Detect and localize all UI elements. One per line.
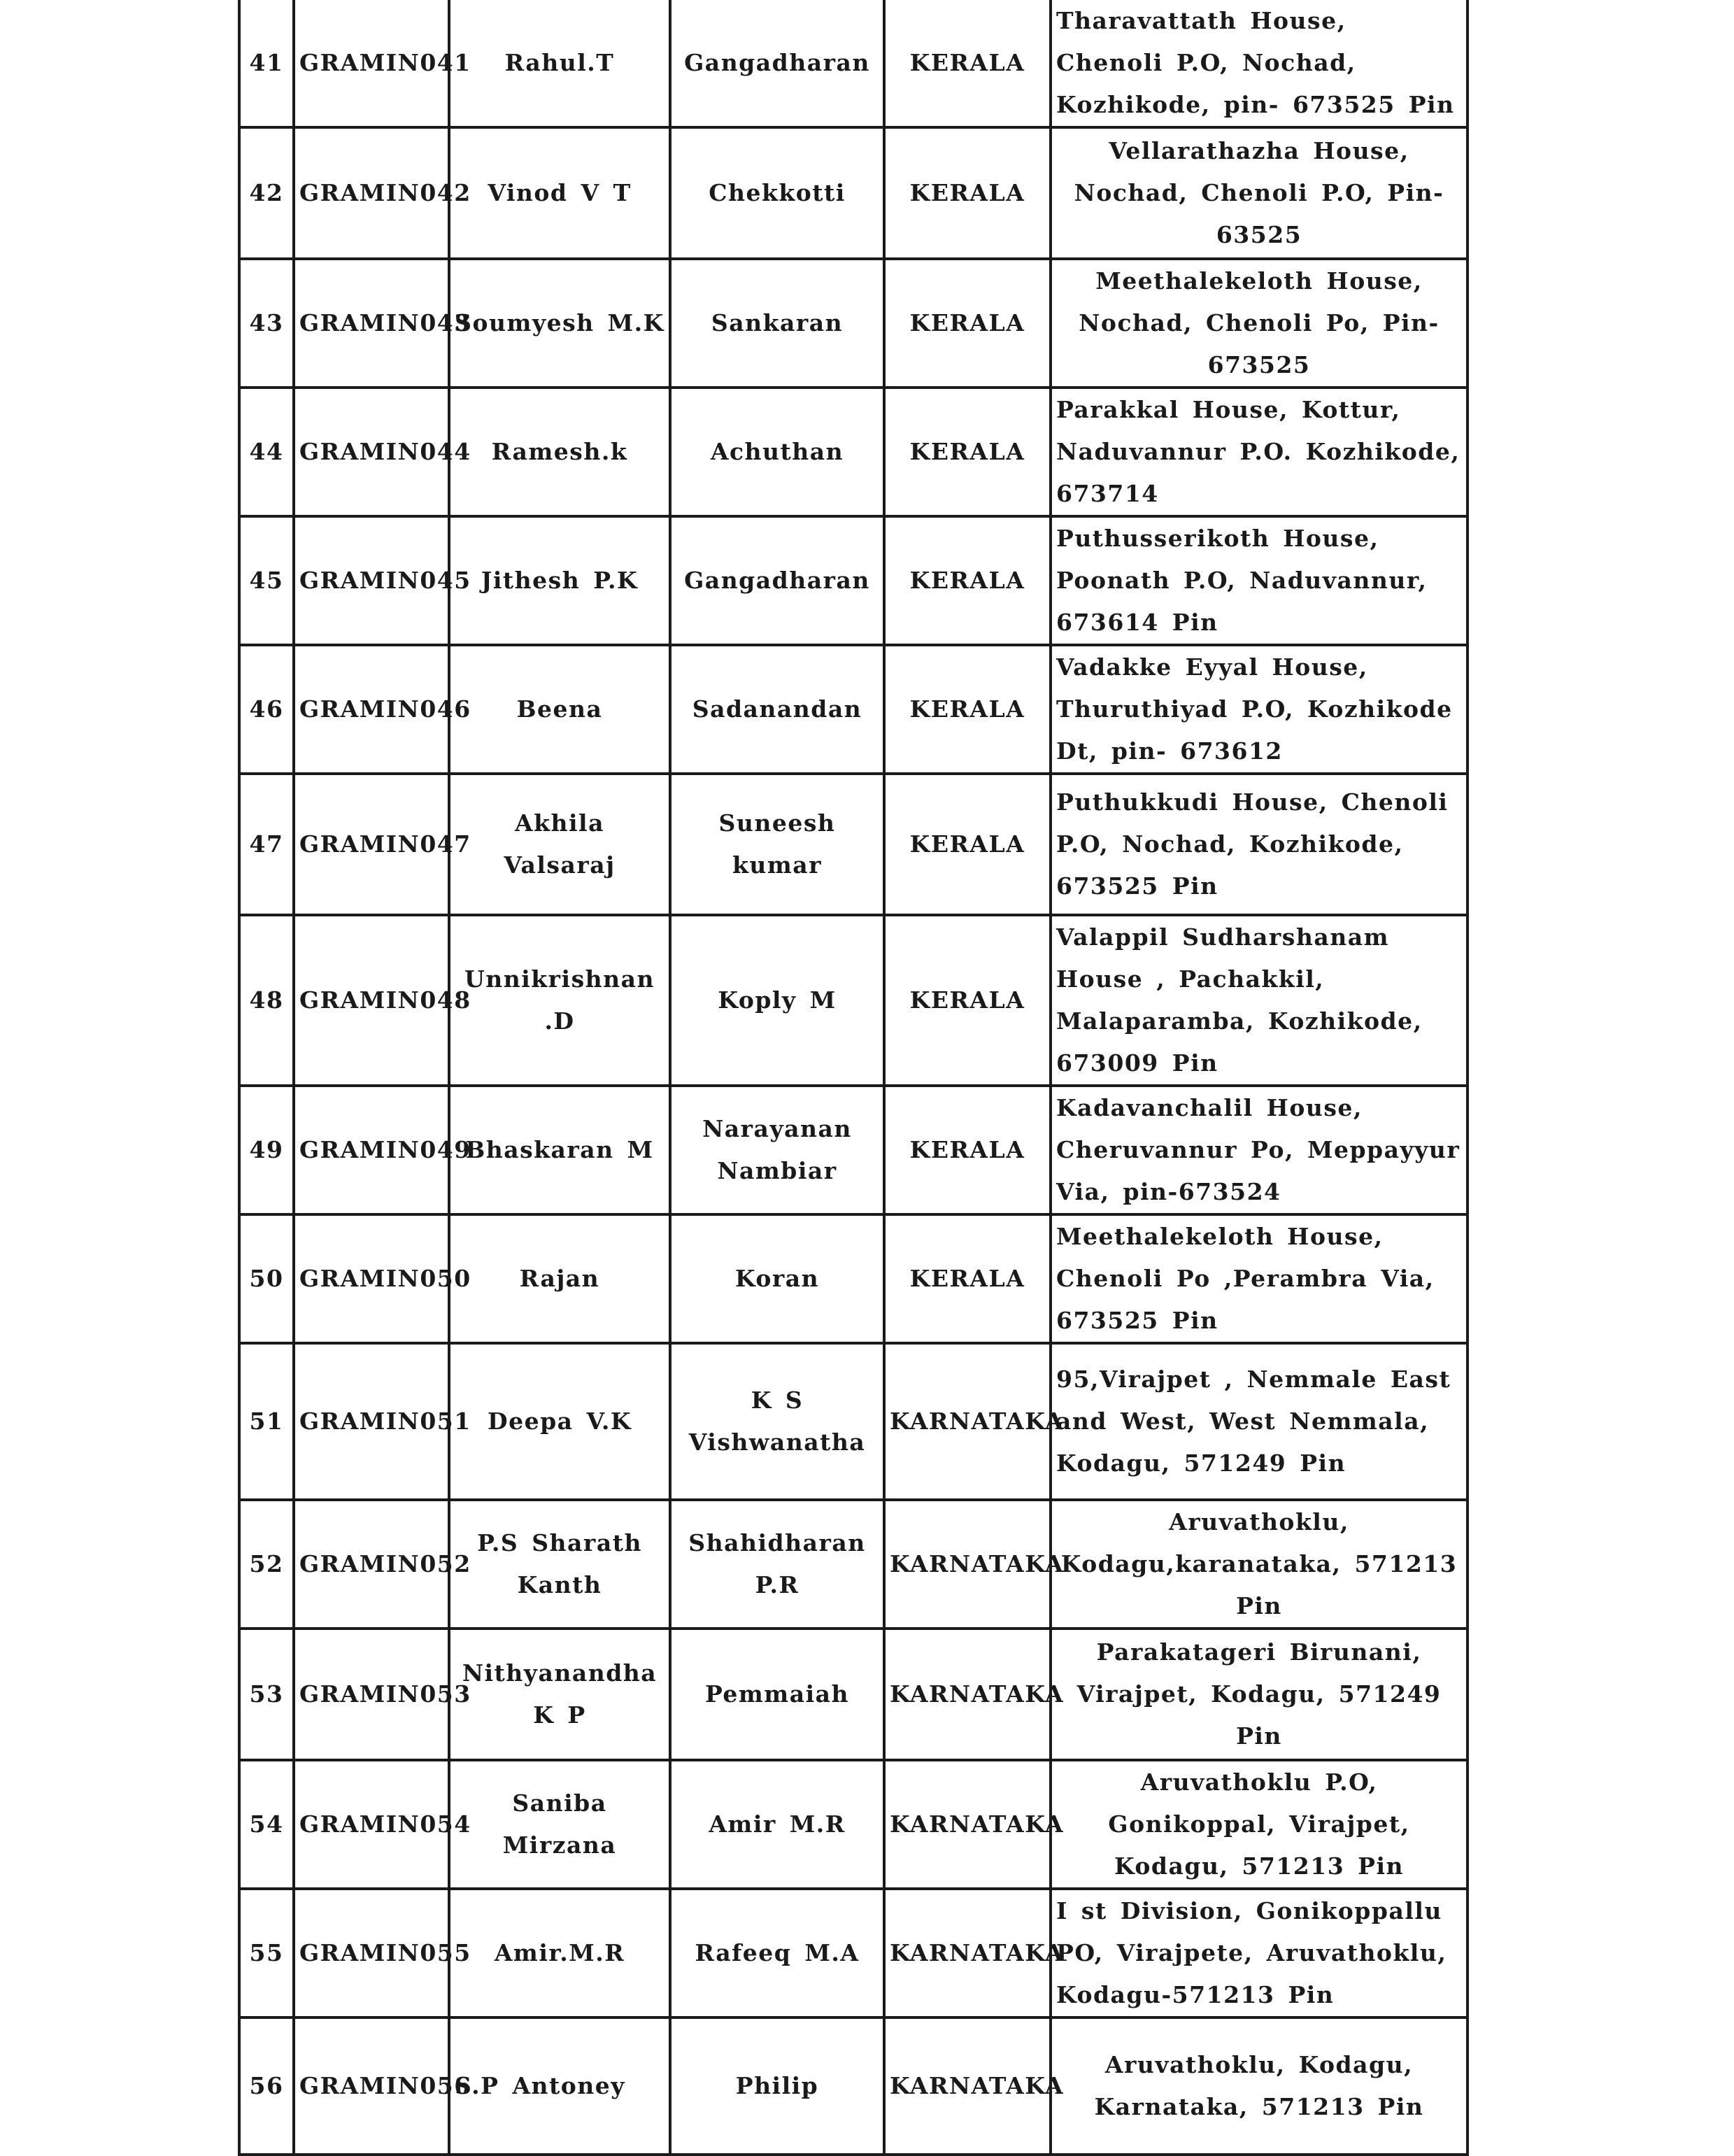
member-name: S.P Antoney [449,2017,670,2155]
table-row [239,388,1467,516]
member-name: Saniba Mirzana [449,1760,670,1889]
member-code: GRAMIN052 [294,1500,449,1629]
table-row [239,915,1467,1086]
father-name: Chekkotti [670,127,884,259]
address: Parakkal House, Kottur, Naduvannur P.O. Kozhikode, 673714 [1051,388,1467,516]
state: KARNATAKA [884,1343,1051,1500]
address: Meethalekeloth House, Nochad, Chenoli Po, Pin-673525 [1051,259,1467,388]
row-number: 51 [239,1343,294,1500]
member-name: Amir.M.R [449,1889,670,2017]
table-row [239,0,1467,127]
member-code: GRAMIN053 [294,1629,449,1760]
father-name: Sankaran [670,259,884,388]
address: I st Division, Gonikoppallu PO, Virajpete, Aruvathoklu, Kodagu-571213 Pin [1051,1889,1467,2017]
row-number: 50 [239,1214,294,1343]
father-name: Suneesh kumar [670,774,884,915]
member-code: GRAMIN055 [294,1889,449,2017]
member-name: Rahul.T [449,0,670,127]
state: KERALA [884,1214,1051,1343]
member-code: GRAMIN046 [294,645,449,774]
row-number: 48 [239,915,294,1086]
member-name: Akhila Valsaraj [449,774,670,915]
state: KERALA [884,259,1051,388]
member-name: Jithesh P.K [449,516,670,645]
row-number: 54 [239,1760,294,1889]
member-code: GRAMIN041 [294,0,449,127]
row-number: 52 [239,1500,294,1629]
father-name: Gangadharan [670,516,884,645]
state: KERALA [884,516,1051,645]
table-row [239,259,1467,388]
father-name: Gangadharan [670,0,884,127]
member-code: GRAMIN047 [294,774,449,915]
address: Valappil Sudharshanam House , Pachakkil, Malaparamba, Kozhikode, 673009 Pin [1051,915,1467,1086]
member-name: Vinod V T [449,127,670,259]
member-name: Beena [449,645,670,774]
father-name: Sadanandan [670,645,884,774]
state: KARNATAKA [884,1629,1051,1760]
member-code: GRAMIN051 [294,1343,449,1500]
father-name: Koply M [670,915,884,1086]
row-number: 43 [239,259,294,388]
row-number: 56 [239,2017,294,2155]
table-row [239,1889,1467,2017]
row-number: 47 [239,774,294,915]
father-name: Koran [670,1214,884,1343]
father-name: Narayanan Nambiar [670,1086,884,1214]
table-row [239,1500,1467,1629]
father-name: Amir M.R [670,1760,884,1889]
state: KERALA [884,127,1051,259]
address: Vadakke Eyyal House, Thuruthiyad P.O, Kozhikode Dt, pin- 673612 [1051,645,1467,774]
state: KERALA [884,388,1051,516]
table-row [239,127,1467,259]
row-number: 45 [239,516,294,645]
father-name: Pemmaiah [670,1629,884,1760]
state: KARNATAKA [884,1760,1051,1889]
address: Vellarathazha House, Nochad, Chenoli P.O, Pin- 63525 [1051,127,1467,259]
member-code: GRAMIN044 [294,388,449,516]
member-code: GRAMIN043 [294,259,449,388]
state: KARNATAKA [884,1500,1051,1629]
member-name: Ramesh.k [449,388,670,516]
address: Parakatageri Birunani, Virajpet, Kodagu, 571249 Pin [1051,1629,1467,1760]
father-name: Shahidharan P.R [670,1500,884,1629]
state: KARNATAKA [884,2017,1051,2155]
table-row [239,1760,1467,1889]
member-table [238,0,1469,2156]
table-row [239,1214,1467,1343]
state: KERALA [884,774,1051,915]
member-name: P.S Sharath Kanth [449,1500,670,1629]
member-name: Nithyanandha K P [449,1629,670,1760]
father-name: K S Vishwanatha [670,1343,884,1500]
table-row [239,1343,1467,1500]
row-number: 42 [239,127,294,259]
address: Aruvathoklu P.O, Gonikoppal, Virajpet, Kodagu, 571213 Pin [1051,1760,1467,1889]
address: Kadavanchalil House, Cheruvannur Po, Meppayyur Via, pin-673524 [1051,1086,1467,1214]
row-number: 41 [239,0,294,127]
member-code: GRAMIN045 [294,516,449,645]
member-name: Soumyesh M.K [449,259,670,388]
father-name: Achuthan [670,388,884,516]
state: KERALA [884,915,1051,1086]
address: Aruvathoklu, Kodagu, Karnataka, 571213 Pin [1051,2017,1467,2155]
table-row [239,645,1467,774]
member-name: Unnikrishnan .D [449,915,670,1086]
member-name: Deepa V.K [449,1343,670,1500]
state: KERALA [884,1086,1051,1214]
row-number: 53 [239,1629,294,1760]
member-code: GRAMIN048 [294,915,449,1086]
member-code: GRAMIN054 [294,1760,449,1889]
state: KARNATAKA [884,1889,1051,2017]
address: Puthukkudi House, Chenoli P.O, Nochad, Kozhikode, 673525 Pin [1051,774,1467,915]
state: KERALA [884,0,1051,127]
row-number: 55 [239,1889,294,2017]
member-code: GRAMIN042 [294,127,449,259]
address: Puthusserikoth House, Poonath P.O, Naduvannur, 673614 Pin [1051,516,1467,645]
father-name: Rafeeq M.A [670,1889,884,2017]
state: KERALA [884,645,1051,774]
member-code: GRAMIN049 [294,1086,449,1214]
address: Tharavattath House, Chenoli P.O, Nochad, Kozhikode, pin- 673525 Pin [1051,0,1467,127]
row-number: 44 [239,388,294,516]
father-name: Philip [670,2017,884,2155]
table-row [239,2017,1467,2155]
address: 95,Virajpet , Nemmale East and West, West Nemmala, Kodagu, 571249 Pin [1051,1343,1467,1500]
member-name: Bhaskaran M [449,1086,670,1214]
table-row [239,774,1467,915]
address: Aruvathoklu, Kodagu,karanataka, 571213 Pin [1051,1500,1467,1629]
table-row [239,1629,1467,1760]
row-number: 49 [239,1086,294,1214]
member-code: GRAMIN056 [294,2017,449,2155]
table-row [239,1086,1467,1214]
member-name: Rajan [449,1214,670,1343]
member-code: GRAMIN050 [294,1214,449,1343]
row-number: 46 [239,645,294,774]
address: Meethalekeloth House, Chenoli Po ,Perambra Via, 673525 Pin [1051,1214,1467,1343]
table-row [239,516,1467,645]
